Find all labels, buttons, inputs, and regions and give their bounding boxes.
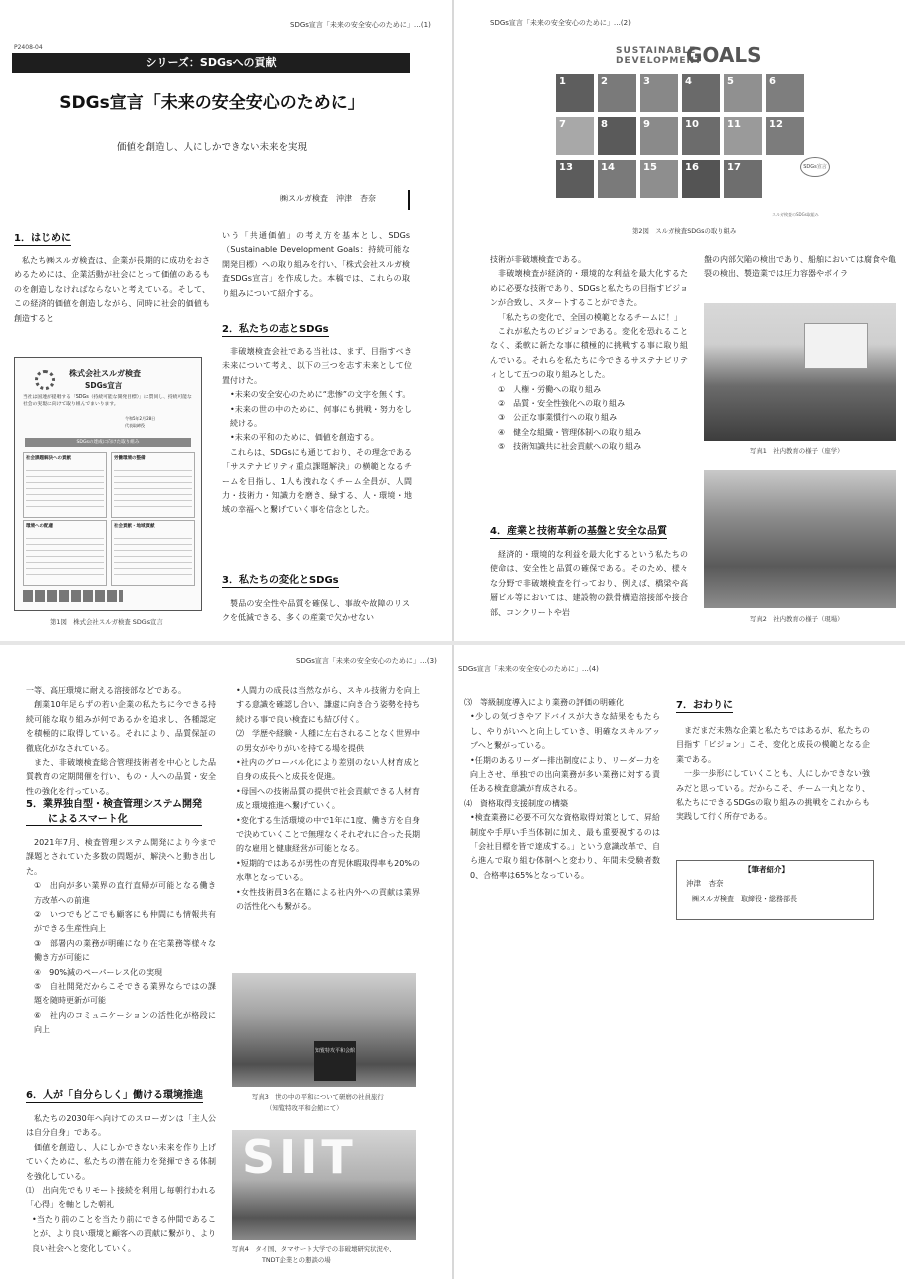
- section-1-text: [14, 254, 210, 326]
- running-head: SDGs宣言「未来の安全安心のために」…(3): [296, 657, 437, 665]
- paragraph: 価値を創造し、人にしかできない未来を作り上げていくために、私たちの潜在能力を発揮できる体制を強化している。: [26, 1142, 216, 1181]
- sdg-goal-tile: 15: [640, 160, 678, 198]
- sdg-declaration-badge: SDGs宣言: [800, 157, 830, 177]
- badge-sub: スルガ検査のSDGs取組み: [772, 212, 819, 217]
- list-item: •当たり前のことを当たり前にできる仲間であることが、より良い環境と顧客への貢献に繋がり、より良い社会へと変化していく。: [32, 1214, 216, 1253]
- list-item: •女性技術員3名在籍による社内外への貢献は業界の活性化へも繋がる。: [236, 887, 420, 912]
- section-heading-1: 1．はじめに: [14, 229, 71, 246]
- list-item: •任期のあるリーダー排出制度により、リーダー力を向上させ、単独での出向業務が多い業務に対する責任ある検査意識が育成される。: [470, 755, 660, 794]
- section-3-text: [222, 597, 410, 626]
- fig1-sdg-icons: [23, 590, 123, 602]
- photo-3-caption-1: 写真3 世の中の平和について研磨の社員旅行: [252, 1093, 384, 1101]
- paragraph: これが私たちのビジョンである。変化を恐れることなく、柔軟に新たな事に積極的に挑戦する事に取り組んでいる。それらを私たちに今できるサステナビリティとして五つの取り組みとした。: [490, 327, 688, 380]
- paragraph: 経済的・環境的な利益を最大化するという私たちの使命は、安全性と品質の確保である。そのため、様々な分野で非破壊検査を行っており、例えば、橋梁や高層ビル等においては、建設物の鉄骨構造溶接部や接合部、コンクリートや岩: [490, 550, 688, 617]
- paragraph: 一等、高圧環境に耐える溶接部などである。: [26, 686, 186, 695]
- sdg-goal-tile: 13: [556, 160, 594, 198]
- sdg-goal-tile: 14: [598, 160, 636, 198]
- fig1-company: 株式会社スルガ検査: [69, 369, 141, 378]
- list-item: •未来の安全安心のために“悲惨”の文字を無くす。: [230, 390, 411, 400]
- section-heading-2: 2．私たちの志とSDGs: [222, 320, 329, 337]
- sdg-goal-tile: 9: [640, 117, 678, 155]
- list-item: ① 人権・労働への取り組み: [498, 384, 602, 394]
- list-item: ② いつでもどこでも顧客にも仲間にも情報共有ができる生産性向上: [34, 910, 216, 934]
- section-heading-7: 7．おわりに: [676, 696, 733, 713]
- figure-1-declaration: [14, 357, 202, 611]
- column-2-text: [222, 229, 410, 301]
- paragraph: また、非破壊検査総合管理技術者を中心とした品質教育の定期開催を行い、もの・人への品質・安全性の強化を行っている。: [26, 758, 216, 796]
- article-title: SDGs宣言「未来の安全安心のために」: [59, 93, 365, 113]
- sub-heading: ⑷ 資格取得支援制度の構築: [464, 798, 568, 808]
- paragraph: 技術が非破壊検査である。: [490, 255, 586, 264]
- column-1-text: [490, 253, 688, 455]
- list-item: ⑤ 技術知識共に社会貢献への取り組み: [498, 442, 642, 452]
- sub-heading: ⑴ 出向先でもリモート接続を利用し毎朝行われる「心得」を軸とした朝礼: [26, 1186, 216, 1210]
- fig1-cell: 社会貢献・地域貢献: [111, 520, 195, 586]
- fig1-date: 令和5年2月28日: [125, 416, 156, 421]
- sdg-goals-grid: [556, 74, 886, 204]
- photo-4-university: [232, 1130, 416, 1240]
- photo-1-classroom: [704, 303, 896, 441]
- list-item: ⑥ 社内のコミュニケーションの活性化が格段に向上: [34, 1010, 216, 1035]
- sdg-goal-tile: 6: [766, 74, 804, 112]
- column-2-text: [236, 684, 420, 915]
- sdg-goal-tile: 16: [682, 160, 720, 198]
- running-head: SDGs宣言「未来の安全安心のために」…(2): [490, 19, 631, 27]
- column-1-text: [26, 684, 216, 799]
- article-code: P2408-04: [14, 44, 43, 51]
- list-item: •母国への技術品質の提供で社会貢献できる人材育成と環境推進へ繋げていく。: [236, 786, 420, 811]
- sdg-goal-tile: 17: [724, 160, 762, 198]
- photo-2-field-training: [704, 470, 896, 608]
- paragraph: 創業10年足らずの若い企業の私たちに今できる持続可能な取り組みが何であるかを追求し、各種認定を積極的に取得している。それにより、品質保証の徹底化がなされている。: [26, 700, 216, 753]
- paragraph: これらは、SDGsにも通じており、その理念である「サステナビリティ重点課題解決」の横範となるチームを目指し、1人も洩れなくチーム全員が、人間力・技術力・知識力を磨き、緑する、人・環境・地域の幸福へと繋げていく事を信念とした。: [222, 447, 412, 515]
- column-2-text: [704, 253, 896, 282]
- list-item: •検査業務に必要不可欠な資格取得対策として、昇給制度や手厚い手当体制に加え、最も重要視するのは「会社目標を皆で達成する。」という意識改革で、自ら進んで取り組む体制へと変わり、年間未受験者数0、合格率は65%となっている。: [470, 813, 660, 880]
- section-4-text: [490, 548, 688, 620]
- page-3: [0, 646, 452, 1279]
- section-5-text: [26, 836, 216, 1038]
- list-item: ③ 部署内の業務が明確になり在宅業務等様々な働き方が可能に: [34, 938, 216, 963]
- section-2-text: [222, 345, 412, 518]
- photo-2-caption: 写真2 社内教育の様子（現場）: [750, 615, 844, 623]
- sdg-goal-tile: 2: [598, 74, 636, 112]
- paragraph: まだまだ未熟な企業と私たちではあるが、私たちの目指す「ビジョン」こそ、変化と成長の模範となる企業である。: [676, 726, 870, 764]
- paragraph: 非破壊検査会社である当社は、まず、目指すべき未来について考え、以下の三つを志す未来として位置付けた。: [222, 347, 412, 385]
- running-head: SDGs宣言「未来の安全安心のために」…(4): [458, 665, 599, 673]
- quote: 「私たちの変化で、全国の模範となるチームに！」: [498, 312, 682, 322]
- list-item: ④ 90%減のペーパーレス化の実現: [34, 967, 163, 977]
- column-1-text: [464, 696, 660, 883]
- author-rule: [408, 190, 410, 210]
- sdg-wheel-icon: [35, 370, 55, 390]
- section-6-text: [26, 1112, 216, 1256]
- list-item: •少しの気づきやアドバイスが大きな結果をもたらし、やりがいへと向上していき、明確なスキルアップへと繋がっている。: [470, 712, 660, 751]
- sdg-goal-tile: 11: [724, 117, 762, 155]
- sdg-goal-tile: 8: [598, 117, 636, 155]
- page-gutter-horizontal: [0, 641, 905, 645]
- list-item: •未来の平和のために、価値を創造する。: [230, 433, 379, 443]
- goals-small-text: SUSTAINABLE DEVELOPMENT: [616, 46, 703, 66]
- fig1-cell: 社会課題解決への貢献: [23, 452, 107, 518]
- museum-sign: 知覧特攻平和会館: [314, 1041, 356, 1081]
- sdg-goal-tile: 10: [682, 117, 720, 155]
- fig1-band: SDGsの達成に向けた取り組み: [25, 438, 191, 447]
- author-line: ㈱スルガ検査 沖津 杏奈: [280, 194, 376, 203]
- list-item: •社内のグローバル化により差別のない人材育成と自身の成長へと成長を促進。: [236, 758, 420, 782]
- running-head: SDGs宣言「未来の安全安心のために」…(1): [290, 21, 431, 29]
- fig1-cell: 環境への配慮: [23, 520, 107, 586]
- sdg-goal-tile: 12: [766, 117, 804, 155]
- section-7-text: [676, 724, 870, 825]
- list-item: ⑤ 自社開発だからこそできる業界ならではの課題を随時更新が可能: [34, 982, 216, 1006]
- page-1: [0, 0, 452, 640]
- section-heading-5: 5．業界独自型・検査管理システム開発 によるスマート化: [26, 799, 202, 825]
- paragraph: 製品の安全性や品質を確保し、事故や故障のリスクを低減できる、多くの産業で欠かせない: [222, 599, 410, 623]
- figure-1-caption: 第1図 株式会社スルガ検査 SDGs宣言: [50, 618, 163, 626]
- photo-4-caption-1: 写真4 タイ国、タマサート大学での非破壊研究状況や、: [232, 1245, 396, 1253]
- sdg-goal-tile: 3: [640, 74, 678, 112]
- paragraph: 一歩一歩形にしていくことも、人にしかできない強みだと思っている。だからこそ、チーム一丸となり、私たちにできるSDGsの取り組みの挑戦をこれからも実践して行く所存である。: [676, 769, 870, 822]
- paragraph: いう「共通価値」の考え方を基本とし、SDGs（Sustainable Development Goals：持続可能な開発目標）への取り組みを行い、「株式会社スルガ検査SDGs宣言」を作成した。本稿では、これらの取り組みについて紹介する。: [222, 231, 410, 298]
- paragraph: 私たちの2030年へ向けてのスローガンは「主人公は自分自身」である。: [26, 1114, 216, 1138]
- sdg-goal-tile: 4: [682, 74, 720, 112]
- sub-heading: ⑵ 学歴や経験・人種に左右されることなく世界中の男女がやりがいを持てる場を提供: [236, 729, 420, 753]
- list-item: •変化する生活環境の中で1年に1度、働き方を自身で決めていくことで無理なくそれぞれに合った長期的な雇用と健康経営が可能となる。: [236, 815, 420, 854]
- fig1-decl: SDGs宣言: [85, 381, 123, 390]
- fig1-cell: 労働環境の整備: [111, 452, 195, 518]
- photo-3-company-trip: [232, 973, 416, 1087]
- photo-4-caption-2: TNDT企業との懇談の場: [262, 1256, 331, 1264]
- list-item: ④ 健全な組織・管理体制への取り組み: [498, 427, 642, 437]
- fig1-lead: 当社は国連が提唱する「SDGs（持続可能な開発目標）」に賛同し、持続可能な社会の実現に向けて取り組んでまいります。: [23, 395, 192, 407]
- photo-3-caption-2: （知覧特攻平和会館にて）: [266, 1104, 343, 1112]
- article-subtitle: 価値を創造し、人にしかできない未来を実現: [116, 142, 307, 153]
- goals-logo: GOALS: [686, 43, 762, 67]
- page-4: [454, 646, 905, 1279]
- photo-1-caption: 写真1 社内教育の様子（座学）: [750, 447, 844, 455]
- list-item: •短期的ではあるが男性の育児休暇取得率も20%の水準となっている。: [236, 858, 420, 883]
- list-item: •未来の世の中のために、何事にも挑戦・努力をし続ける。: [230, 404, 412, 429]
- list-item: ② 品質・安全性強化への取り組み: [498, 399, 626, 409]
- page-2: [454, 0, 905, 640]
- fig1-signer: 代表取締役: [125, 423, 145, 428]
- sdg-goal-tile: 1: [556, 74, 594, 112]
- projector-screen: [804, 323, 868, 369]
- paragraph: 2021年7月、検査管理システム開発により今まで課題とされていた多数の問題が、解決へと動き出した。: [26, 838, 216, 876]
- figure-2-caption: 第2図 スルガ検査SDGsの取り組み: [632, 227, 737, 235]
- section-heading-3: 3．私たちの変化とSDGs: [222, 571, 339, 588]
- profile-role: ㈱スルガ検査 取締役・総務部長: [692, 895, 797, 903]
- sdg-goal-tile: 7: [556, 117, 594, 155]
- section-heading-4: 4．産業と技術革新の基盤と安全な品質: [490, 522, 667, 539]
- profile-title: 【筆者紹介】: [744, 865, 789, 874]
- sub-heading: ⑶ 等級制度導入により業務の評価の明確化: [464, 698, 624, 707]
- section-heading-6: 6．人が「自分らしく」働ける環境推進: [26, 1086, 203, 1103]
- sdg-goal-tile: 5: [724, 74, 762, 112]
- paragraph: 非破壊検査が経済的・環境的な利益を最大化するために必要な技術であり、SDGsと私たちの目指すビジョンが合致し、スタートすることができた。: [490, 269, 688, 308]
- list-item: ③ 公正な事業慣行への取り組み: [498, 413, 618, 423]
- list-item: ① 出向が多い業界の直行直帰が可能となる働き方改革への前進: [34, 881, 216, 905]
- paragraph: 私たち㈱スルガ検査は、企業が長期的に成功をおさめるためには、企業活動が社会にとって価値のあるものを創造しなければならないと考えている。そして、この経済的価値を創造しながら、同時に社会的価値も創造すると: [14, 256, 210, 323]
- paragraph: 盤の内部欠陥の検出であり、船舶においては腐食や亀裂の検出、製造業では圧力容器やボイラ: [704, 255, 896, 279]
- siit-banner: SIIT: [242, 1130, 357, 1184]
- series-banner: シリーズ：SDGsへの貢献: [12, 53, 410, 73]
- profile-name: 沖津 杏奈: [686, 879, 724, 888]
- list-item: •人間力の成長は当然ながら、スキル技術力を向上する意識を確認し合い、謙虚に向き合う姿勢を持ち続ける事で良い検査にも結び付く。: [236, 686, 420, 724]
